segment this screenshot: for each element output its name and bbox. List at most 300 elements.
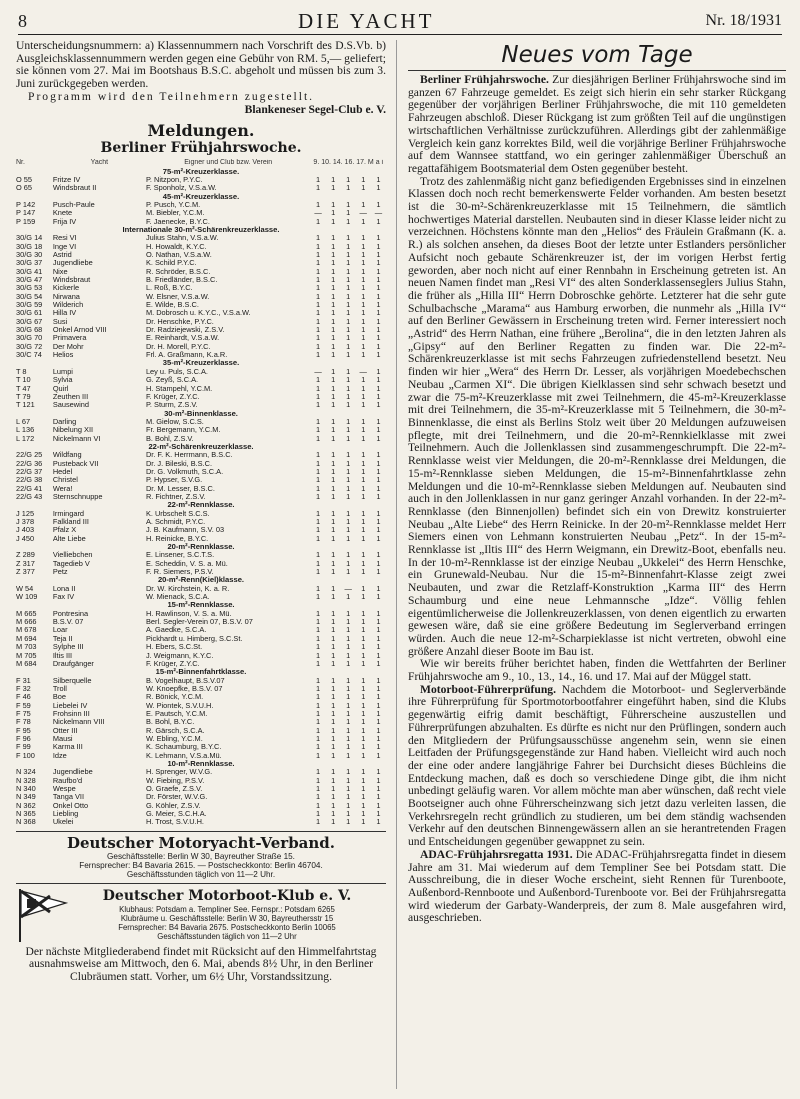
owner-club: H. Reinicke, B.Y.C. — [145, 534, 209, 543]
entry-16: 1 — [361, 593, 366, 602]
month-label: M a i — [367, 159, 384, 167]
entry-16: 1 — [361, 242, 366, 251]
entry-10: 1 — [331, 401, 336, 410]
sail-number: F 95 — [16, 726, 31, 735]
table-row — [16, 435, 386, 443]
class-heading-row — [16, 443, 386, 451]
entry-16: 1 — [361, 551, 366, 560]
entry-10: 1 — [331, 384, 336, 393]
entry-9: 1 — [316, 676, 321, 685]
yacht-name: Wilderich — [52, 301, 84, 310]
entry-17: 1 — [376, 818, 381, 827]
entry-10: 1 — [331, 734, 336, 743]
table-row — [16, 818, 386, 826]
table-row — [16, 376, 386, 384]
news-text: Die ADAC-Frühjahrsregatta findet in diesem Jahre am 31. Mai wiederum auf dem Templiner See bei Potsdam statt. Die Ausschreibung, die in dieser Woche erscheint, sieht Rennen für Turenboote, Außenbord-Rennboote und Außenbord-Turenboote vor. Bei der Frühjahrsregatta wird wiederum der Garbaty-Wanderpreis, der zum 8. Male ausgefahren wird, ausgeschrieben. — [408, 847, 786, 925]
yacht-name: Otter III — [52, 726, 78, 735]
entry-10: 1 — [331, 467, 336, 476]
sail-number: F 59 — [16, 701, 31, 710]
sail-number: N 328 — [16, 776, 36, 785]
news-paragraph — [408, 658, 786, 683]
entry-16: 1 — [361, 476, 366, 485]
owner-club: Fr. Bergemann, Y.C.M. — [145, 426, 221, 435]
entry-10: 1 — [331, 434, 336, 443]
yacht-name: Troll — [52, 684, 67, 693]
entry-9: 1 — [316, 818, 321, 827]
table-row — [16, 610, 386, 618]
sail-number: L 67 — [16, 417, 31, 426]
news-lead: Berliner Frühjahrswoche. — [420, 73, 549, 86]
entry-17: 1 — [376, 351, 381, 360]
entry-9: 1 — [316, 217, 321, 226]
class-heading: 22-m²-Schärenkreuzerklasse. — [148, 442, 254, 451]
entry-16: 1 — [361, 526, 366, 535]
entry-10: 1 — [331, 267, 336, 276]
entry-16: 1 — [361, 184, 366, 193]
entry-10: 1 — [331, 175, 336, 184]
entry-14: 1 — [346, 684, 351, 693]
table-row — [16, 710, 386, 718]
owner-club: A. Gaedke, S.C.A. — [145, 626, 207, 635]
entry-17: 1 — [376, 701, 381, 710]
entry-14: 1 — [346, 384, 351, 393]
sail-number: Z 317 — [16, 559, 35, 568]
entry-17: 1 — [376, 584, 381, 593]
entry-14: 1 — [346, 651, 351, 660]
entry-16: 1 — [361, 284, 366, 293]
entry-14: 1 — [346, 693, 351, 702]
dmv-title: Deutscher Motoryacht-Verband. — [66, 833, 336, 852]
entry-16: 1 — [361, 376, 366, 385]
table-row — [16, 768, 386, 776]
entry-9: 1 — [316, 309, 321, 318]
entry-9: 1 — [316, 810, 321, 819]
entry-17: 1 — [376, 609, 381, 618]
yacht-name: Wildfang — [52, 451, 82, 460]
owner-club: M. Dobrosch u. K.Y.C., V.S.a.W. — [145, 309, 251, 318]
entry-14: 1 — [346, 476, 351, 485]
entry-9: 1 — [316, 342, 321, 351]
entry-16: 1 — [361, 643, 366, 652]
dmk-line: Fernsprecher: B4 Bavaria 2675. Postscheckkonto Berlin 10065 — [118, 923, 336, 933]
entry-17: 1 — [376, 184, 381, 193]
entry-9: 1 — [316, 743, 321, 752]
class-heading: 15-m²-Binnenfahrtklasse. — [155, 668, 247, 677]
entry-10: 1 — [331, 276, 336, 285]
entry-17: 1 — [376, 200, 381, 209]
sail-number: P 147 — [16, 209, 36, 218]
entry-14: 1 — [346, 526, 351, 535]
entry-17: 1 — [376, 726, 381, 735]
entry-14: 1 — [346, 709, 351, 718]
entry-10: 1 — [331, 676, 336, 685]
entry-9: 1 — [316, 651, 321, 660]
entry-16: 1 — [361, 309, 366, 318]
entry-9: 1 — [316, 618, 321, 627]
entry-14: 1 — [346, 534, 351, 543]
entry-16: 1 — [361, 743, 366, 752]
entry-10: 1 — [331, 609, 336, 618]
sail-number: 30/C 74 — [16, 351, 42, 360]
sail-number: P 159 — [16, 217, 36, 226]
neues-title: Neues vom Tage — [408, 40, 786, 71]
yacht-name: Hedel — [52, 467, 73, 476]
yacht-name: Nickelmann VI — [52, 434, 101, 443]
entry-17: 1 — [376, 309, 381, 318]
sail-number: M 678 — [16, 626, 37, 635]
entry-9: 1 — [316, 184, 321, 193]
sail-number: 22/G 37 — [16, 467, 43, 476]
entry-14: 1 — [346, 467, 351, 476]
col-days — [311, 159, 386, 167]
entry-14: 1 — [346, 301, 351, 310]
table-row — [16, 259, 386, 267]
entry-14: 1 — [346, 184, 351, 193]
entry-17: 1 — [376, 768, 381, 777]
entry-10: 1 — [331, 426, 336, 435]
entry-10: 1 — [331, 534, 336, 543]
table-row — [16, 551, 386, 559]
news-text: Trotz des zahlenmäßig nicht ganz befiedigenden Ergebnisses sind in einzelnen Klassen doch noch recht bemerkenswerte Felder vorhanden. Am besten besetzt ist die 30-m²-Schärenkreuzerklasse mit 15 Teilnehmern, die sämtlich hochwertiges Material darstellen. Neubauten sind in dieser Klasse leider nicht zu verzeichnen. Höchstens könnte man den „Helios“ des Fräulein Graßmann (K. a. R.) als solchen ansehen, da dieses Boot der letzte unter Estlanders persönlicher Aufsicht noch gebaute Schärenkreuzer ist, der im vorigen Herbst fertig geworden, aber noch nicht auf einer Rennbahn in Erscheinung getreten ist. An neuen Namen findet man „Resi VI“ des alten Sonderklassenseglers Julius Stahn, die früher als „Hilla III“ Herrn Dobroschke gehörte. Letzterer hat die sehr gute Schulbachsche „Marama“ aus Hamburg erworben, die nunmehr als „Hilla IV“ auf den Berliner Gewässern in Erscheinung treten wird. Ferner interessiert noch „Astrid“ des Herrn Nathan, eine frühere „Berolina“, die in den letzten Jahren als „Gipsy“ auf den Berliner Regatten zu finden war. Die 22-m²-Schärenkreuzerklasse ist mit sechs Fahrzeugen zufriedenstellend besetzt. Neu finden wir hier „Wera“ des Herrn Dr. Lesser, als vorjährigen Moedebechschen Neubau „Carmen XI“. Die übrigen Kielklassen sind sehr schwach besetzt und zwar die 75-m²-Kreuzerklasse mit zwei Teilnehmern, die 45-m²-Kreuzerklasse mit drei Teilnehmern, die 35-m²-Kreuzerklasse mit 5 Teilnehmern, die 30-m²-Binnenklasse, die einst als Berlins Stolz weit über 20 Meldungen aufzuweisen pflegte, mit drei Teilnehmern, und die 20-m²-Rennkielklasse mit zwei Teilnehmern. Auch die Jollenklassen sind zusammengeschrumpft. Die 22-m²-Rennklasse weist vier Meldungen, die 20-m²-Rennklasse drei Meldungen, die 15-m²-Rennklasse sieben Meldungen, die 15-m²-Binnenfahrtklasse zehn Meldungen und die 10-m²-Rennklasse sieben Meldungen auf. Neubauten sind auch in den Jollenklassen in nur ganz geringer Anzahl vorhanden. In der 22-m²-Rennklasse (den Binnenjollen) befindet sich ein von Drewitz konstruierter Neubau „Alte Liebe“ des Herrn Reinicke. In der 20-m²-Rennklasse meldet Herr Siemers einen von Lehmann konstruierten Neubau „Petz“. In der 15-m²-Rennklasse ist „Iltis III“ des Herrn Weigmann, ein Drewitz-Boot, ebenfalls neu. In der 10-m²-Rennklasse ist der einzige Neubau „Ukkelei“ des Herrn Henschke, ein Grunewald-Neubau. Nur die 15-m²-Binnenfahrt-Klasse zeigt zwei Neubauten, und zwar die Retzlaff-Konstruktion „Karma III“ des Herrn Schaumburg und eine neue Lehmannsche „Idze“. Völlig fehlen eigentümlicherweise die Jollenkreuzerklassen, von denen eigentlich zu erwarten gewesen wäre, daß sie eine größere Bedeutung im Seglerverband erringen würden. Auch die neue 12-m²-Scharpieklasse ist nicht vertreten, obwohl eine größere Anzahl dieser Boote im Bau ist. — [408, 174, 786, 658]
sail-number: J 125 — [16, 509, 35, 518]
owner-club: P. Sturm, Z.S.V. — [145, 401, 198, 410]
sail-number: N 368 — [16, 818, 36, 827]
class-heading: 30-m²-Binnenklasse. — [164, 409, 238, 418]
entry-14: 1 — [346, 351, 351, 360]
owner-club: P. Nitzpon, P.Y.C. — [145, 175, 203, 184]
owner-club: K. Lehmann, V.S.a.Mü. — [145, 751, 222, 760]
sail-number: 30/G 59 — [16, 301, 43, 310]
entry-10: 1 — [331, 367, 336, 376]
class-heading: 15-m²-Rennklasse. — [167, 601, 235, 610]
entry-10: 1 — [331, 593, 336, 602]
entry-10: 1 — [331, 693, 336, 702]
table-row — [16, 735, 386, 743]
entry-10: 1 — [331, 492, 336, 501]
sail-number: N 362 — [16, 801, 36, 810]
sail-number: 30/G 72 — [16, 342, 43, 351]
table-row — [16, 802, 386, 810]
entry-9: 1 — [316, 551, 321, 560]
entry-16: 1 — [361, 492, 366, 501]
owner-club: W. Fiebing, P.S.V. — [145, 776, 205, 785]
entry-17: 1 — [376, 634, 381, 643]
entry-17: 1 — [376, 509, 381, 518]
entry-17: 1 — [376, 659, 381, 668]
class-heading-row — [16, 359, 386, 367]
sail-number: 22/G 41 — [16, 484, 43, 493]
entry-9: 1 — [316, 459, 321, 468]
owner-club: W. Ebling, Y.C.M. — [145, 734, 203, 743]
yacht-name: Jugendliebe — [52, 768, 93, 777]
owner-club: B. Friedländer, B.S.C. — [145, 276, 218, 285]
table-row — [16, 234, 386, 242]
entry-10: 1 — [331, 726, 336, 735]
yacht-name: Sternschnuppe — [52, 492, 103, 501]
sail-number: 30/G 30 — [16, 251, 43, 259]
entry-17: 1 — [376, 259, 381, 268]
entry-9: 1 — [316, 701, 321, 710]
entry-10: 1 — [331, 476, 336, 485]
entry-16: 1 — [361, 793, 366, 802]
entry-9: 1 — [316, 593, 321, 602]
sail-number: M 703 — [16, 643, 37, 652]
owner-club: K. Schaumburg, B.Y.C. — [145, 743, 222, 752]
entry-9: 1 — [316, 434, 321, 443]
entry-16: 1 — [361, 568, 366, 577]
owner-club: Frl. A. Graßmann, K.a.R. — [145, 351, 228, 360]
sail-number: O 65 — [16, 184, 33, 193]
entry-9: 1 — [316, 476, 321, 485]
yacht-name: Sausewind — [52, 401, 89, 410]
entry-16: 1 — [361, 584, 366, 593]
owner-club: E. Wilde, B.S.C. — [145, 301, 199, 310]
entry-9: 1 — [316, 609, 321, 618]
entry-10: 1 — [331, 584, 336, 593]
entry-9: 1 — [316, 292, 321, 301]
entry-14: 1 — [346, 392, 351, 401]
yacht-name: Boe — [52, 693, 66, 702]
yacht-name: Iltis III — [52, 651, 73, 660]
sail-number: 30/G 54 — [16, 292, 43, 301]
intro-paragraph: Unterscheidungsnummern: a) Klassennummern nach Vorschrift des D.S.Vb. b) Ausgleichsklassennummern werden gegen eine Gebühr von RM. 5,— geliefert; sie können vom 27. Mai im Bootshaus B.S.C. abgeholt und müssen bis zum 3. Juni zurückgegeben werden. — [16, 40, 386, 91]
owner-club: G. Meier, S.C.H.A. — [145, 810, 207, 819]
table-row — [16, 485, 386, 493]
entry-16: 1 — [361, 251, 366, 259]
entry-14: 1 — [346, 326, 351, 335]
yacht-name: Hilla IV — [52, 309, 77, 318]
sail-number: 30/G 14 — [16, 234, 43, 243]
sail-number: M 705 — [16, 651, 37, 660]
sail-number: F 32 — [16, 684, 31, 693]
owner-club: E. Linsener, S.C.T.S. — [145, 551, 215, 560]
program-note: Programm wird den Teilnehmern zugestellt. — [28, 89, 315, 103]
owner-club: Julius Stahn, V.S.a.W. — [145, 234, 219, 243]
yacht-name: Falkland III — [52, 518, 89, 526]
table-row — [16, 643, 386, 651]
entry-16: 1 — [361, 392, 366, 401]
dmv-line: Geschäftsstunden täglich von 11—2 Uhr. — [126, 870, 276, 880]
yacht-name: Pfalz X — [52, 526, 77, 535]
table-row — [16, 535, 386, 543]
entry-14: 1 — [346, 618, 351, 627]
entry-17: 1 — [376, 684, 381, 693]
sail-number: F 96 — [16, 734, 31, 743]
yacht-name: Petz — [52, 568, 68, 577]
owner-club: E. Pautsch, Y.C.M. — [145, 709, 208, 718]
entries-table — [16, 159, 386, 827]
entry-10: 1 — [331, 209, 336, 218]
owner-club: O. Graefe, Z.S.V. — [145, 785, 203, 793]
entry-10: 1 — [331, 317, 336, 326]
entry-14: 1 — [346, 234, 351, 243]
sail-number: P 142 — [16, 200, 36, 209]
class-heading: 22-m²-Rennklasse. — [167, 501, 235, 510]
sail-number: 30/G 41 — [16, 267, 43, 276]
sail-number: T 121 — [16, 401, 35, 410]
yacht-name: Jugendliebe — [52, 259, 93, 268]
yacht-name: Nickelmann VIII — [52, 718, 105, 727]
owner-club: H. Rawlinson, V. S. a. Mü. — [145, 609, 232, 618]
table-row — [16, 201, 386, 209]
entry-17: 1 — [376, 401, 381, 410]
entry-16: 1 — [361, 651, 366, 660]
col-yacht: Yacht — [90, 159, 109, 167]
entry-14: 1 — [346, 793, 351, 802]
entry-16: 1 — [361, 659, 366, 668]
entry-9: 1 — [316, 401, 321, 410]
owner-club: E. Reinhardt, V.S.a.W. — [145, 334, 220, 343]
entry-16: 1 — [361, 326, 366, 335]
news-paragraph — [408, 684, 786, 849]
yacht-name: Sylvia — [52, 376, 73, 385]
owner-club: G. Köhler, Z.S.V. — [145, 801, 201, 810]
entry-9: 1 — [316, 785, 321, 793]
sail-number: J 378 — [16, 518, 35, 526]
entry-14: 1 — [346, 609, 351, 618]
entry-17: 1 — [376, 317, 381, 326]
entry-16: 1 — [361, 768, 366, 777]
yacht-name: Teja II — [52, 634, 73, 643]
entry-14: 1 — [346, 276, 351, 285]
entry-14: 1 — [346, 734, 351, 743]
entry-10: 1 — [331, 701, 336, 710]
entry-14: 1 — [346, 242, 351, 251]
entry-17: 1 — [376, 459, 381, 468]
dmk-notice: Der nächste Mitgliederabend findet mit Rücksicht auf den Himmelfahrtstag ausnahmsweise am Mittwoch, den 6. Mai, abends 8½ Uhr, in den Berliner Clubräumen statt. Vorher, um 6½ Uhr, Vorstandssitzung. — [25, 944, 377, 984]
table-row — [16, 209, 386, 217]
entry-16: 1 — [361, 776, 366, 785]
entry-14: 1 — [346, 342, 351, 351]
entry-17: 1 — [376, 643, 381, 652]
sail-number: 22/G 43 — [16, 492, 43, 501]
entry-16: 1 — [361, 609, 366, 618]
entry-17: 1 — [376, 776, 381, 785]
yacht-name: Windsbraut II — [52, 184, 97, 193]
club-signature: Blankeneser Segel-Club e. V. — [244, 102, 386, 116]
owner-club: Dr. Radziejewski, Z.S.V. — [145, 326, 225, 335]
table-row — [16, 418, 386, 426]
table-row — [16, 401, 386, 409]
entry-10: 1 — [331, 484, 336, 493]
owner-club: Berl. Segler-Verein 07, B.S.V. 07 — [145, 618, 253, 627]
entry-17: 1 — [376, 251, 381, 259]
sail-number: J 403 — [16, 526, 35, 535]
entry-17: 1 — [376, 326, 381, 335]
entry-10: 1 — [331, 793, 336, 802]
yacht-name: Vielliebchen — [52, 551, 93, 560]
entry-16: 1 — [361, 451, 366, 460]
entry-9: 1 — [316, 793, 321, 802]
yacht-name: B.S.V. 07 — [52, 618, 84, 627]
right-column — [408, 40, 786, 1089]
entry-16: 1 — [361, 217, 366, 226]
entry-14: 1 — [346, 718, 351, 727]
yacht-name: Mausi — [52, 734, 73, 743]
yacht-name: Christel — [52, 476, 78, 485]
entry-10: 1 — [331, 334, 336, 343]
sail-number: T 79 — [16, 392, 31, 401]
table-row — [16, 660, 386, 668]
entry-16: 1 — [361, 818, 366, 827]
entry-9: 1 — [316, 626, 321, 635]
col-nr: Nr. — [16, 159, 25, 167]
table-row — [16, 727, 386, 735]
entry-17: 1 — [376, 267, 381, 276]
entry-16: 1 — [361, 459, 366, 468]
entry-10: 1 — [331, 217, 336, 226]
entry-9: 1 — [316, 526, 321, 535]
table-row — [16, 251, 386, 259]
table-row — [16, 593, 386, 601]
owner-club: H. Stampehl, Y.C.M. — [145, 384, 213, 393]
entry-17: 1 — [376, 217, 381, 226]
owner-club: B. Bohl, Z.S.V. — [145, 434, 194, 443]
table-row — [16, 785, 386, 793]
entry-10: 1 — [331, 776, 336, 785]
entry-14: 1 — [346, 376, 351, 385]
entry-17: 1 — [376, 751, 381, 760]
table-row — [16, 493, 386, 501]
table-row — [16, 702, 386, 710]
entry-17: 1 — [376, 392, 381, 401]
entry-16: 1 — [361, 467, 366, 476]
entry-17: 1 — [376, 534, 381, 543]
page-header — [18, 8, 782, 35]
entry-10: 1 — [331, 768, 336, 777]
class-heading-row — [16, 501, 386, 509]
owner-club: R. Bönick, Y.C.M. — [145, 693, 204, 702]
yacht-name: Draufgänger — [52, 659, 94, 668]
owner-club: J. B. Kaufmann, S.V. 03 — [145, 526, 225, 535]
entry-10: 1 — [331, 801, 336, 810]
entry-10: 1 — [331, 309, 336, 318]
entry-9: 1 — [316, 684, 321, 693]
entry-17: 1 — [376, 785, 381, 793]
entry-9: 1 — [316, 751, 321, 760]
owner-club: R. Gärsch, S.C.A. — [145, 726, 205, 735]
table-row — [16, 385, 386, 393]
entry-10: 1 — [331, 259, 336, 268]
entry-10: 1 — [331, 643, 336, 652]
entry-9: 1 — [316, 776, 321, 785]
entry-14: 1 — [346, 367, 351, 376]
owner-club: F. R. Siemers, P.S.V. — [145, 568, 214, 577]
entry-10: 1 — [331, 451, 336, 460]
yacht-name: Pontresina — [52, 609, 89, 618]
entry-16: 1 — [361, 276, 366, 285]
entry-14: 1 — [346, 768, 351, 777]
entry-16: 1 — [361, 509, 366, 518]
sail-number: M 665 — [16, 609, 37, 618]
sail-number: 22/G 25 — [16, 451, 43, 460]
table-row — [16, 526, 386, 534]
entry-9: 1 — [316, 718, 321, 727]
entry-16: 1 — [361, 259, 366, 268]
sail-number: N 365 — [16, 810, 36, 819]
entry-14: 1 — [346, 417, 351, 426]
entry-10: 1 — [331, 251, 336, 259]
entry-10: 1 — [331, 818, 336, 827]
owner-club: K. Urbschelt S.C.S. — [145, 509, 210, 518]
sail-number: T 8 — [16, 367, 27, 376]
owner-club: M. Biebler, Y.C.M. — [145, 209, 205, 218]
entry-17: 1 — [376, 551, 381, 560]
yacht-name: Lumpi — [52, 367, 73, 376]
sail-number: L 172 — [16, 434, 35, 443]
entry-14: 1 — [346, 334, 351, 343]
entry-16: 1 — [361, 426, 366, 435]
